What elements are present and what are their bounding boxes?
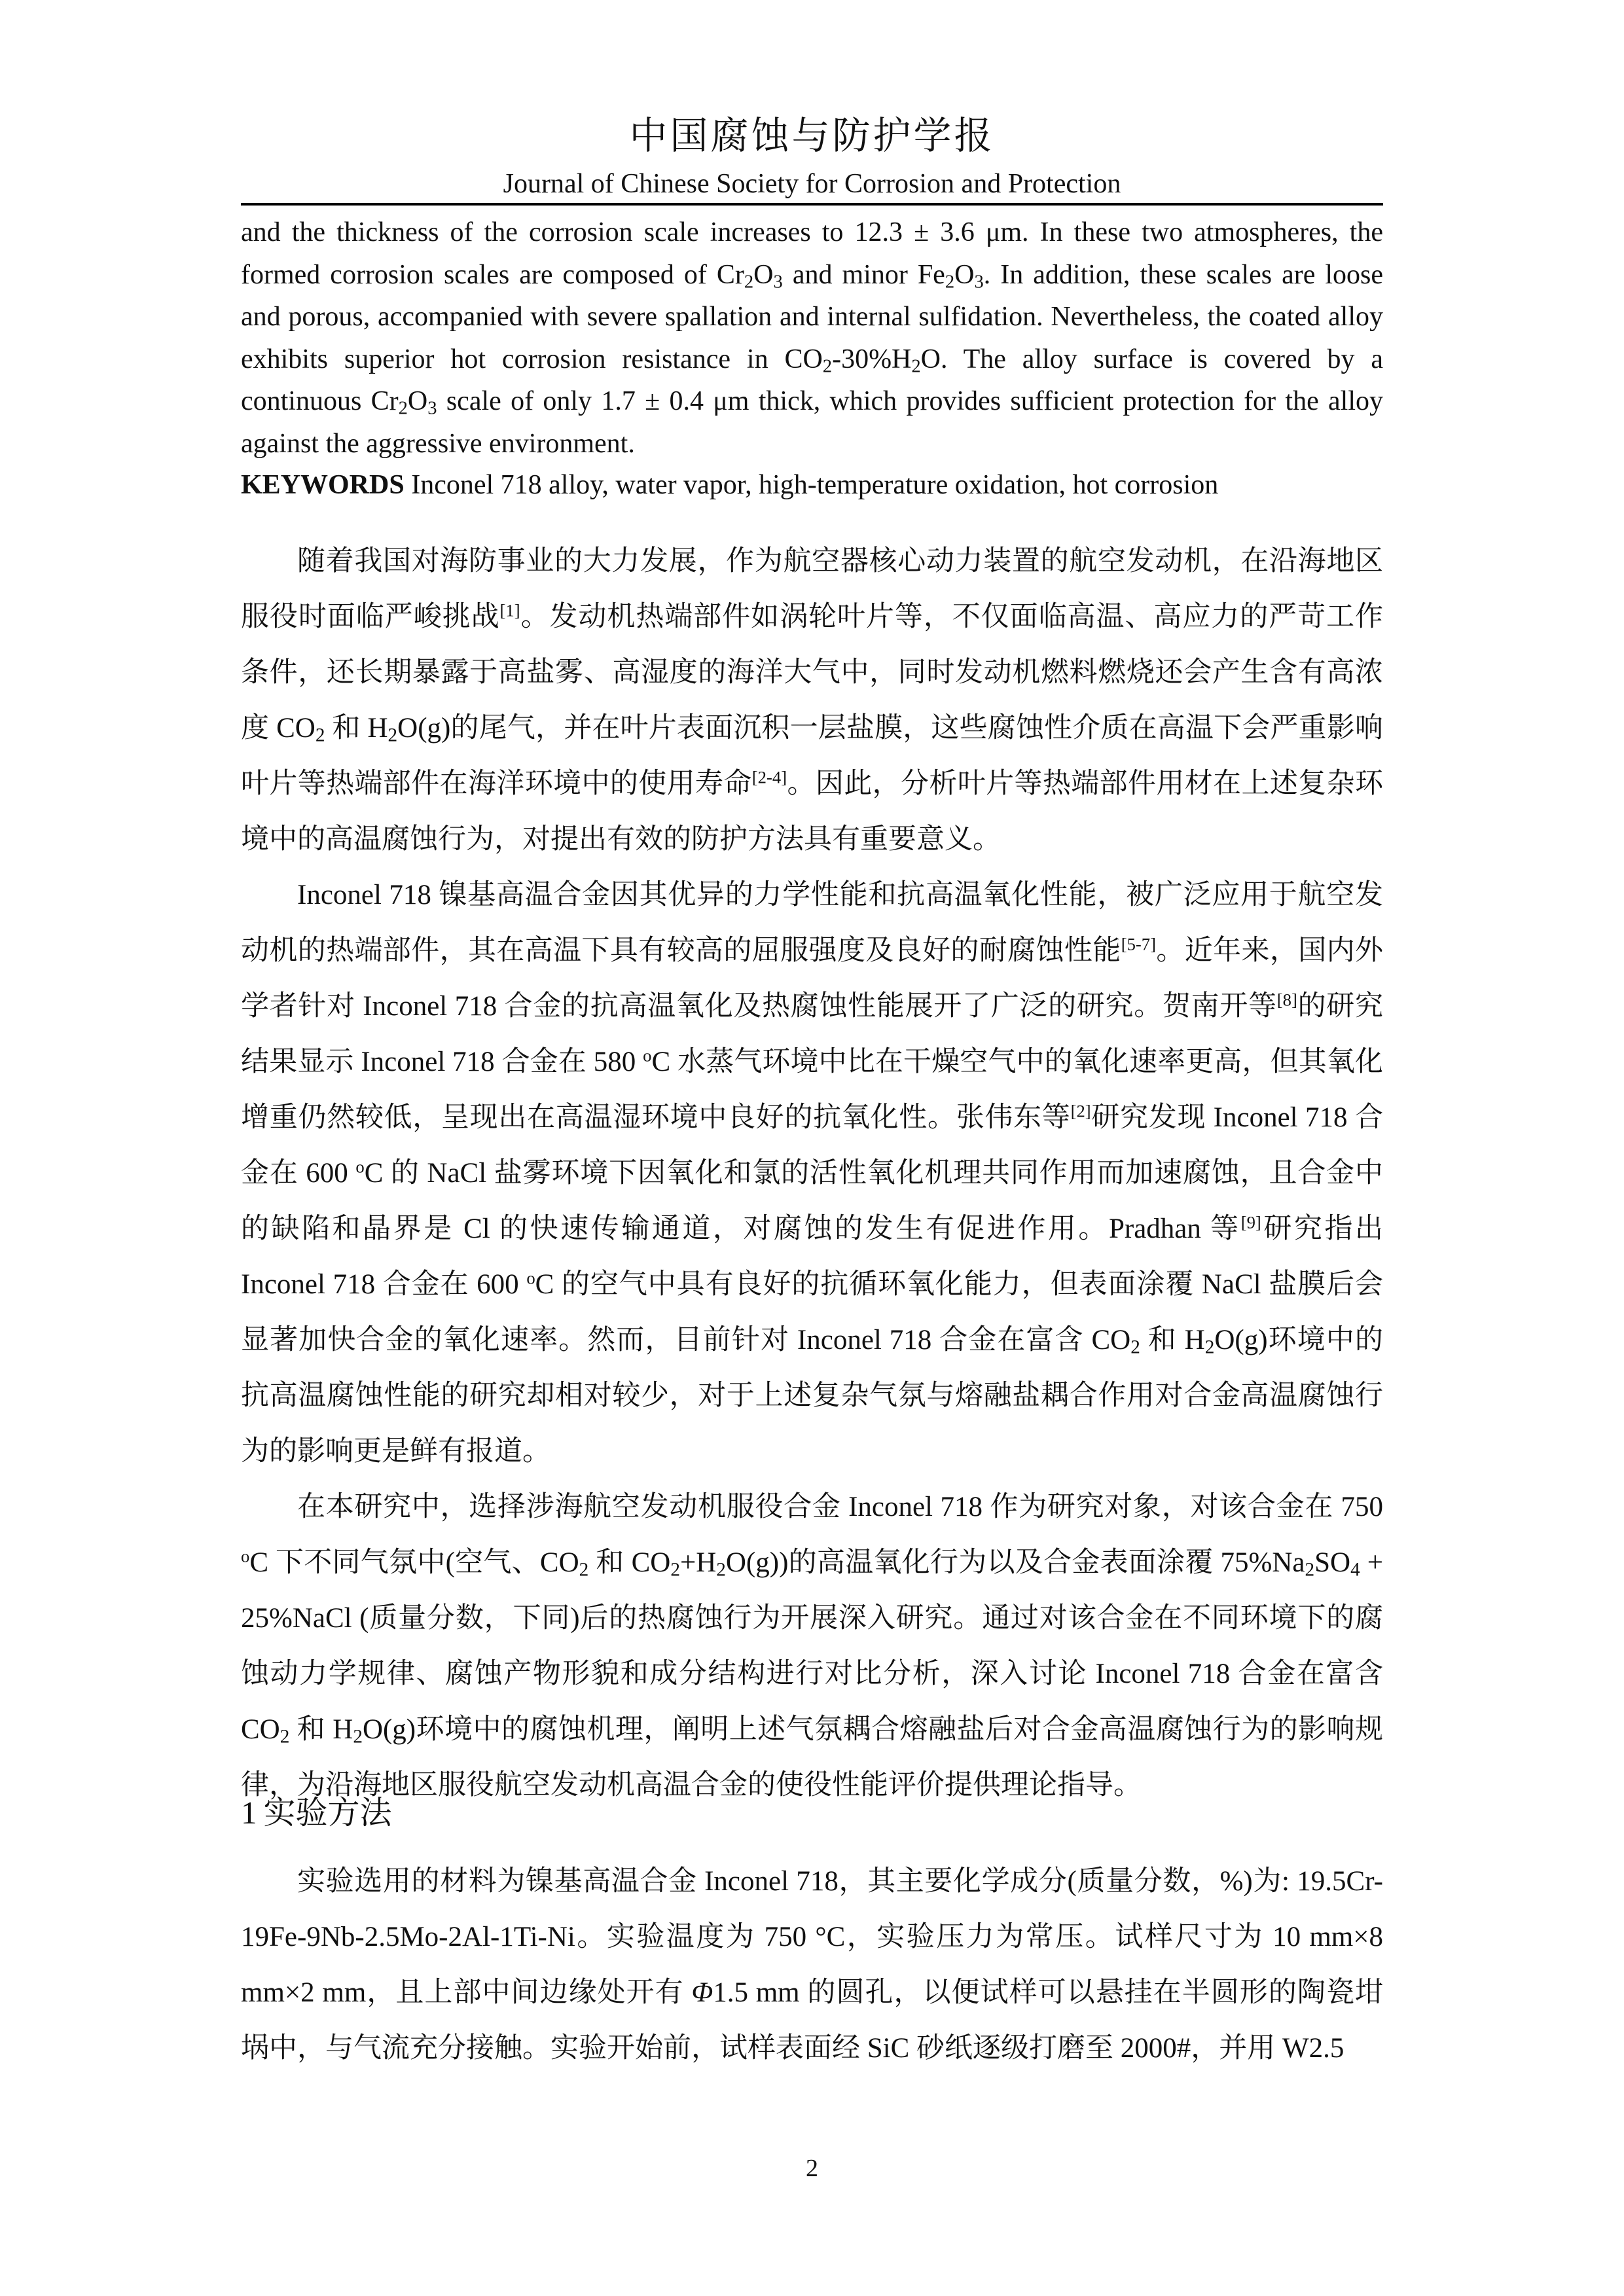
page-number: 2 bbox=[806, 2155, 818, 2182]
intro-body bbox=[241, 533, 1383, 1813]
paragraph-4: 实验选用的材料为镍基高温合金 Inconel 718，其主要化学成分(质量分数，%)为: 19.5Cr-19Fe-9Nb-2.5Mo-2Al-1Ti-Ni。实验温度为 750 °C，实验压力为常压。试样尺寸为 10 mm×8 mm×2 mm，且上部中间边缘处开有 Φ1.5 mm 的圆孔，以便试样可以悬挂在半圆形的陶瓷坩埚中，与气流充分接触。实验开始前，试样表面经 SiC 砂纸逐级打磨至 2000#，并用 W2.5 bbox=[241, 1866, 1383, 2064]
section-title: 实验方法 bbox=[263, 1794, 392, 1831]
section-number: 1 bbox=[241, 1795, 257, 1831]
paragraph-3: 在本研究中，选择涉海航空发动机服役合金 Inconel 718 作为研究对象，对该合金在 750 $^o$C 下不同气氛中(空气、$CO_2$ 和 $CO_2+H_2O(g)$)的高温氧化行为以及合金表面涂覆 $75\%Na_2SO_4$ + 25%NaCl (质量分数，下同)后的热腐蚀行为开展深入研究。通过对该合金在不同环境下的腐蚀动力学规律、腐蚀产物形貌和成分结构进行对比分析，深入讨论 Inconel 718 合金在富含 $CO_2$ 和 $H_2O(g)$环境中的腐蚀机理，阐明上述气氛耦合熔融盐后对合金高温腐蚀行为的影响规律，为沿海地区服役航空发动机高温合金的使役性能评价提供理论指导。 bbox=[241, 1492, 1383, 1801]
section-heading bbox=[241, 1787, 1383, 1839]
header-rule bbox=[241, 203, 1383, 206]
paragraph-1: 随着我国对海防事业的大力发展，作为航空器核心动力装置的航空发动机，在沿海地区服役时面临严峻挑战[1]。发动机热端部件如涡轮叶片等，不仅面临高温、高应力的严苛工作条件，还长期暴露于高盐雾、高湿度的海洋大气中，同时发动机燃料燃烧还会产生含有高浓度 $CO_2$ 和 $H_2O(g)$的尾气，并在叶片表面沉积一层盐膜，这些腐蚀性介质在高温下会严重影响叶片等热端部件在海洋环境中的使用寿命[2-4]。因此，分析叶片等热端部件用材在上述复杂环境中的高温腐蚀行为，对提出有效的防护方法具有重要意义。 bbox=[241, 546, 1384, 855]
journal-title-en: Journal of Chinese Society for Corrosion and Protection bbox=[503, 169, 1121, 199]
methods-body bbox=[241, 1854, 1383, 2076]
journal-title-cn: 中国腐蚀与防护学报 bbox=[629, 115, 995, 157]
keywords bbox=[241, 464, 1383, 506]
keywords-text: Inconel 718 alloy, water vapor, high-temperature oxidation, hot corrosion bbox=[411, 470, 1219, 500]
abstract-text: and the thickness of the corrosion scale increases to 12.3 ± 3.6 μm. In these two atmospheres, the formed corrosion scales are composed of $Cr_2O_3$ and minor $Fe_2O_3$. In addition, these scales are loose and porous, accompanied with severe spallation and internal sulfidation. Nevertheless, the coated alloy exhibits superior hot corrosion resistance in $CO_2-30\%H_2O$. The alloy surface is covered by a continuous $Cr_2O_3$ scale of only 1.7 ± 0.4 μm thick, which provides sufficient protection for the alloy against the aggressive environment. bbox=[241, 217, 1384, 459]
abstract bbox=[241, 211, 1383, 465]
paragraph-2: Inconel 718 镍基高温合金因其优异的力学性能和抗高温氧化性能，被广泛应用于航空发动机的热端部件，其在高温下具有较高的屈服强度及良好的耐腐蚀性能[5-7]。近年来，国内外学者针对 Inconel 718 合金的抗高温氧化及热腐蚀性能展开了广泛的研究。贺南开等[8]的研究结果显示 Inconel 718 合金在 580 $^o$C 水蒸气环境中比在干燥空气中的氧化速率更高，但其氧化增重仍然较低，呈现出在高温湿环境中良好的抗氧化性。张伟东等[2]研究发现 Inconel 718 合金在 600 $^o$C 的 NaCl 盐雾环境下因氧化和氯的活性氧化机理共同作用而加速腐蚀，且合金中的缺陷和晶界是 Cl 的快速传输通道，对腐蚀的发生有促进作用。Pradhan 等[9]研究指出 Inconel 718 合金在 600 $^o$C 的空气中具有良好的抗循环氧化能力，但表面涂覆 NaCl 盐膜后会显著加快合金的氧化速率。然而，目前针对 Inconel 718 合金在富含 $CO_2$ 和 $H_2O(g)$环境中的抗高温腐蚀性能的研究却相对较少，对于上述复杂气氛与熔融盐耦合作用对合金高温腐蚀行为的影响更是鲜有报道。 bbox=[241, 880, 1384, 1467]
keywords-label: KEYWORDS bbox=[241, 470, 405, 500]
